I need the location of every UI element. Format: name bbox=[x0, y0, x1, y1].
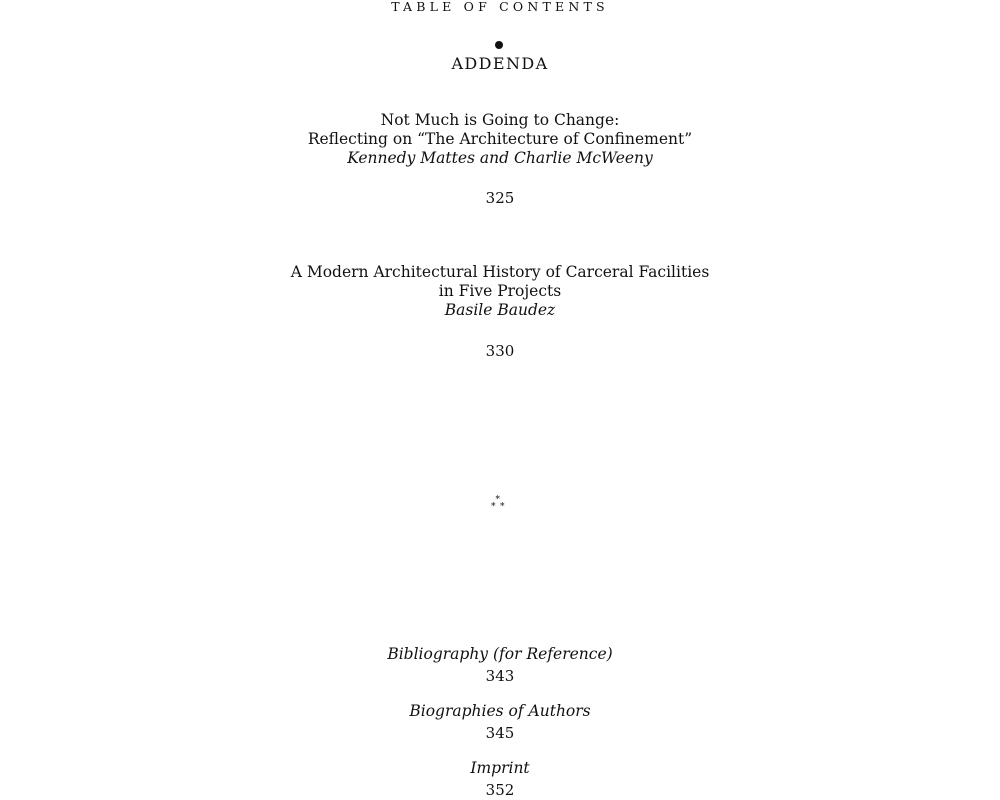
back-matter-title: Imprint bbox=[470, 759, 530, 777]
bullet-icon bbox=[495, 41, 503, 49]
entry-title-line: A Modern Architectural History of Carceral Facilities bbox=[290, 263, 710, 281]
entry-title-line: Not Much is Going to Change: bbox=[380, 111, 620, 129]
entry-title-line: Reflecting on “The Architecture of Confinement” bbox=[307, 130, 693, 148]
entry-authors: Basile Baudez bbox=[444, 301, 556, 319]
entry-title-line: in Five Projects bbox=[438, 282, 562, 300]
entry-page-number: 330 bbox=[485, 342, 515, 360]
back-matter-page-number: 345 bbox=[485, 724, 515, 742]
asterism-icon bbox=[489, 495, 509, 511]
back-matter-page-number: 343 bbox=[485, 667, 515, 685]
back-matter-title: Biographies of Authors bbox=[409, 702, 591, 720]
entry-page-number: 325 bbox=[485, 189, 515, 207]
svg-text:*: * bbox=[491, 502, 496, 511]
section-title: ADDENDA bbox=[451, 54, 549, 73]
back-matter-title: Bibliography (for Reference) bbox=[387, 645, 613, 663]
svg-text:*: * bbox=[495, 495, 500, 505]
back-matter-page-number: 352 bbox=[485, 781, 515, 799]
entry-authors: Kennedy Mattes and Charlie McWeeny bbox=[347, 149, 653, 167]
running-head: TABLE OF CONTENTS bbox=[391, 0, 609, 14]
svg-text:*: * bbox=[500, 502, 505, 511]
